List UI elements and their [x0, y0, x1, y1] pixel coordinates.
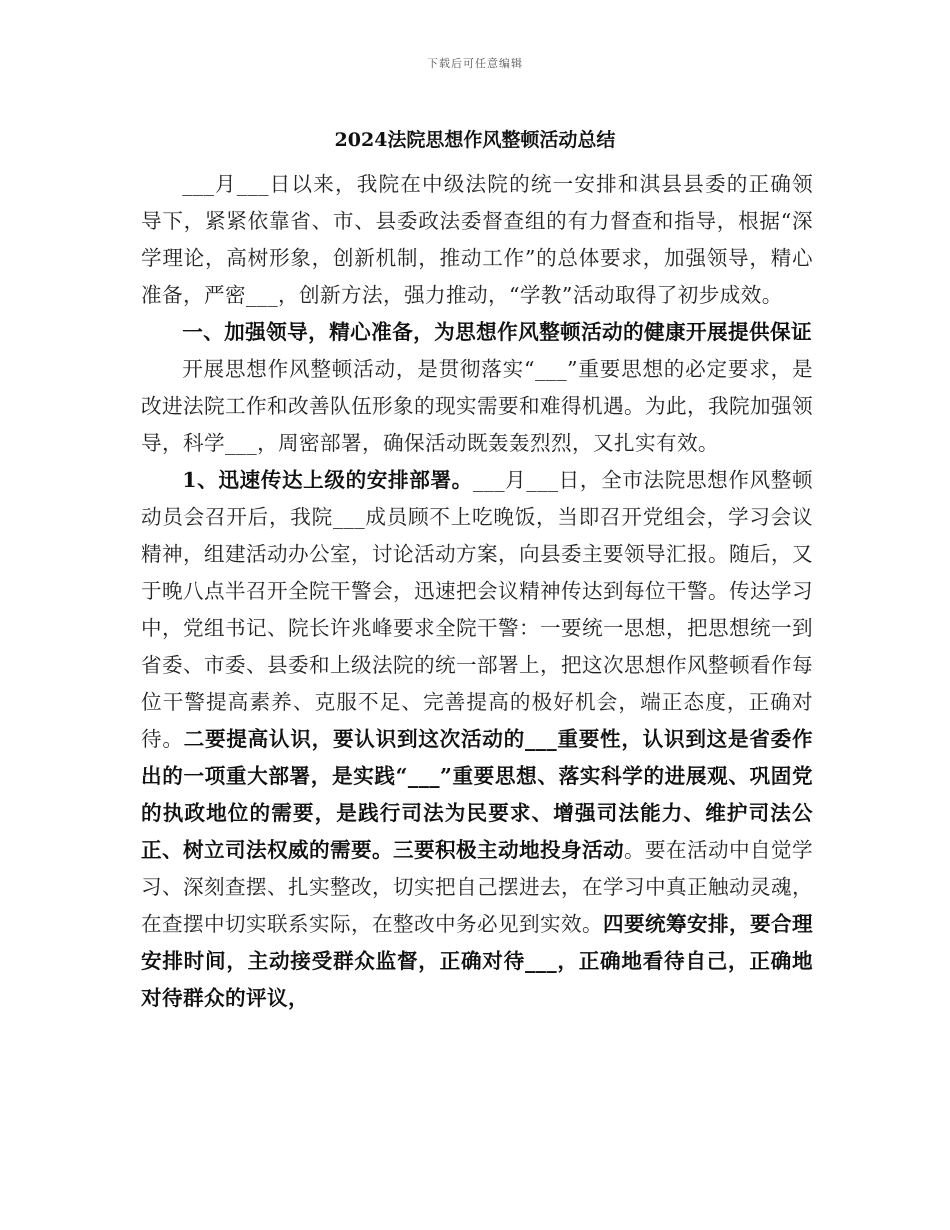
- document-title: 2024法院思想作风整顿活动总结: [334, 129, 616, 151]
- item-1-text: ___月___日，全市法院思想作风整顿动员会召开后，我院___成员顾不上吃晚饭，当即召开党组会，学习会议精神，组建活动办公室，讨论活动方案，向县委主要领导汇报。随后，又于晚八点半召开全院干警会，迅速把会议精神传达到每位干警。传达学习中，党组书记、院长许兆峰要求全院干警：一要统一思想，把思想统一到省委、市委、县委和上级法院的统一部署上，把这次思想作风整顿看作每位干警提高素养、克服不足、完善提高的极好机会，端正态度，正确对待。: [141, 468, 813, 751]
- document-body: [141, 166, 813, 1017]
- header-note: 下载后可任意编辑: [427, 57, 523, 70]
- paragraph-section-1: 开展思想作风整顿活动，是贯彻落实“___”重要思想的必定要求，是改进法院工作和改善队伍形象的现实需要和难得机遇。为此，我院加强领导，科学___，周密部署，确保活动既轰轰烈烈，又扎实有效。: [141, 357, 813, 455]
- paragraph-intro: ___月___日以来，我院在中级法院的统一安排和淇县县委的正确领导下，紧紧依靠省、市、县委政法委督查组的有力督查和指导，根据“深学理论，高树形象，创新机制，推动工作”的总体要求，加强领导，精心准备，严密___，创新方法，强力推动，“学教”活动取得了初步成效。: [141, 172, 813, 307]
- item-1-bold-fourth-requirement: 四要统筹安排，要合理安排时间，主动接受群众监督，正确对待___，正确地看待自己，正确地对待群众的评议，: [141, 912, 813, 1010]
- item-1-text-continued: 。要在活动中自觉学习、深刻查摆、扎实整改，切实把自己摆进去，在学习中真正触动灵魂，在查摆中切实联系实际，在整改中务必见到实效。: [141, 838, 813, 936]
- paragraph-item-1: [141, 462, 813, 1017]
- item-1-bold-requirements: 二要提高认识，要认识到这次活动的___重要性，认识到这是省委作出的一项重大部署，是实践“___”重要思想、落实科学的进展观、巩固党的执政地位的需要，是践行司法为民要求、增强司法能力、维护司法公正、树立司法权威的需要。三要积极主动地投身活动: [141, 727, 813, 862]
- item-1-heading: 1、迅速传达上级的安排部署。: [182, 468, 473, 492]
- section-heading-1: 一、加强领导，精心准备，为思想作风整顿活动的健康开展提供保证: [182, 320, 812, 344]
